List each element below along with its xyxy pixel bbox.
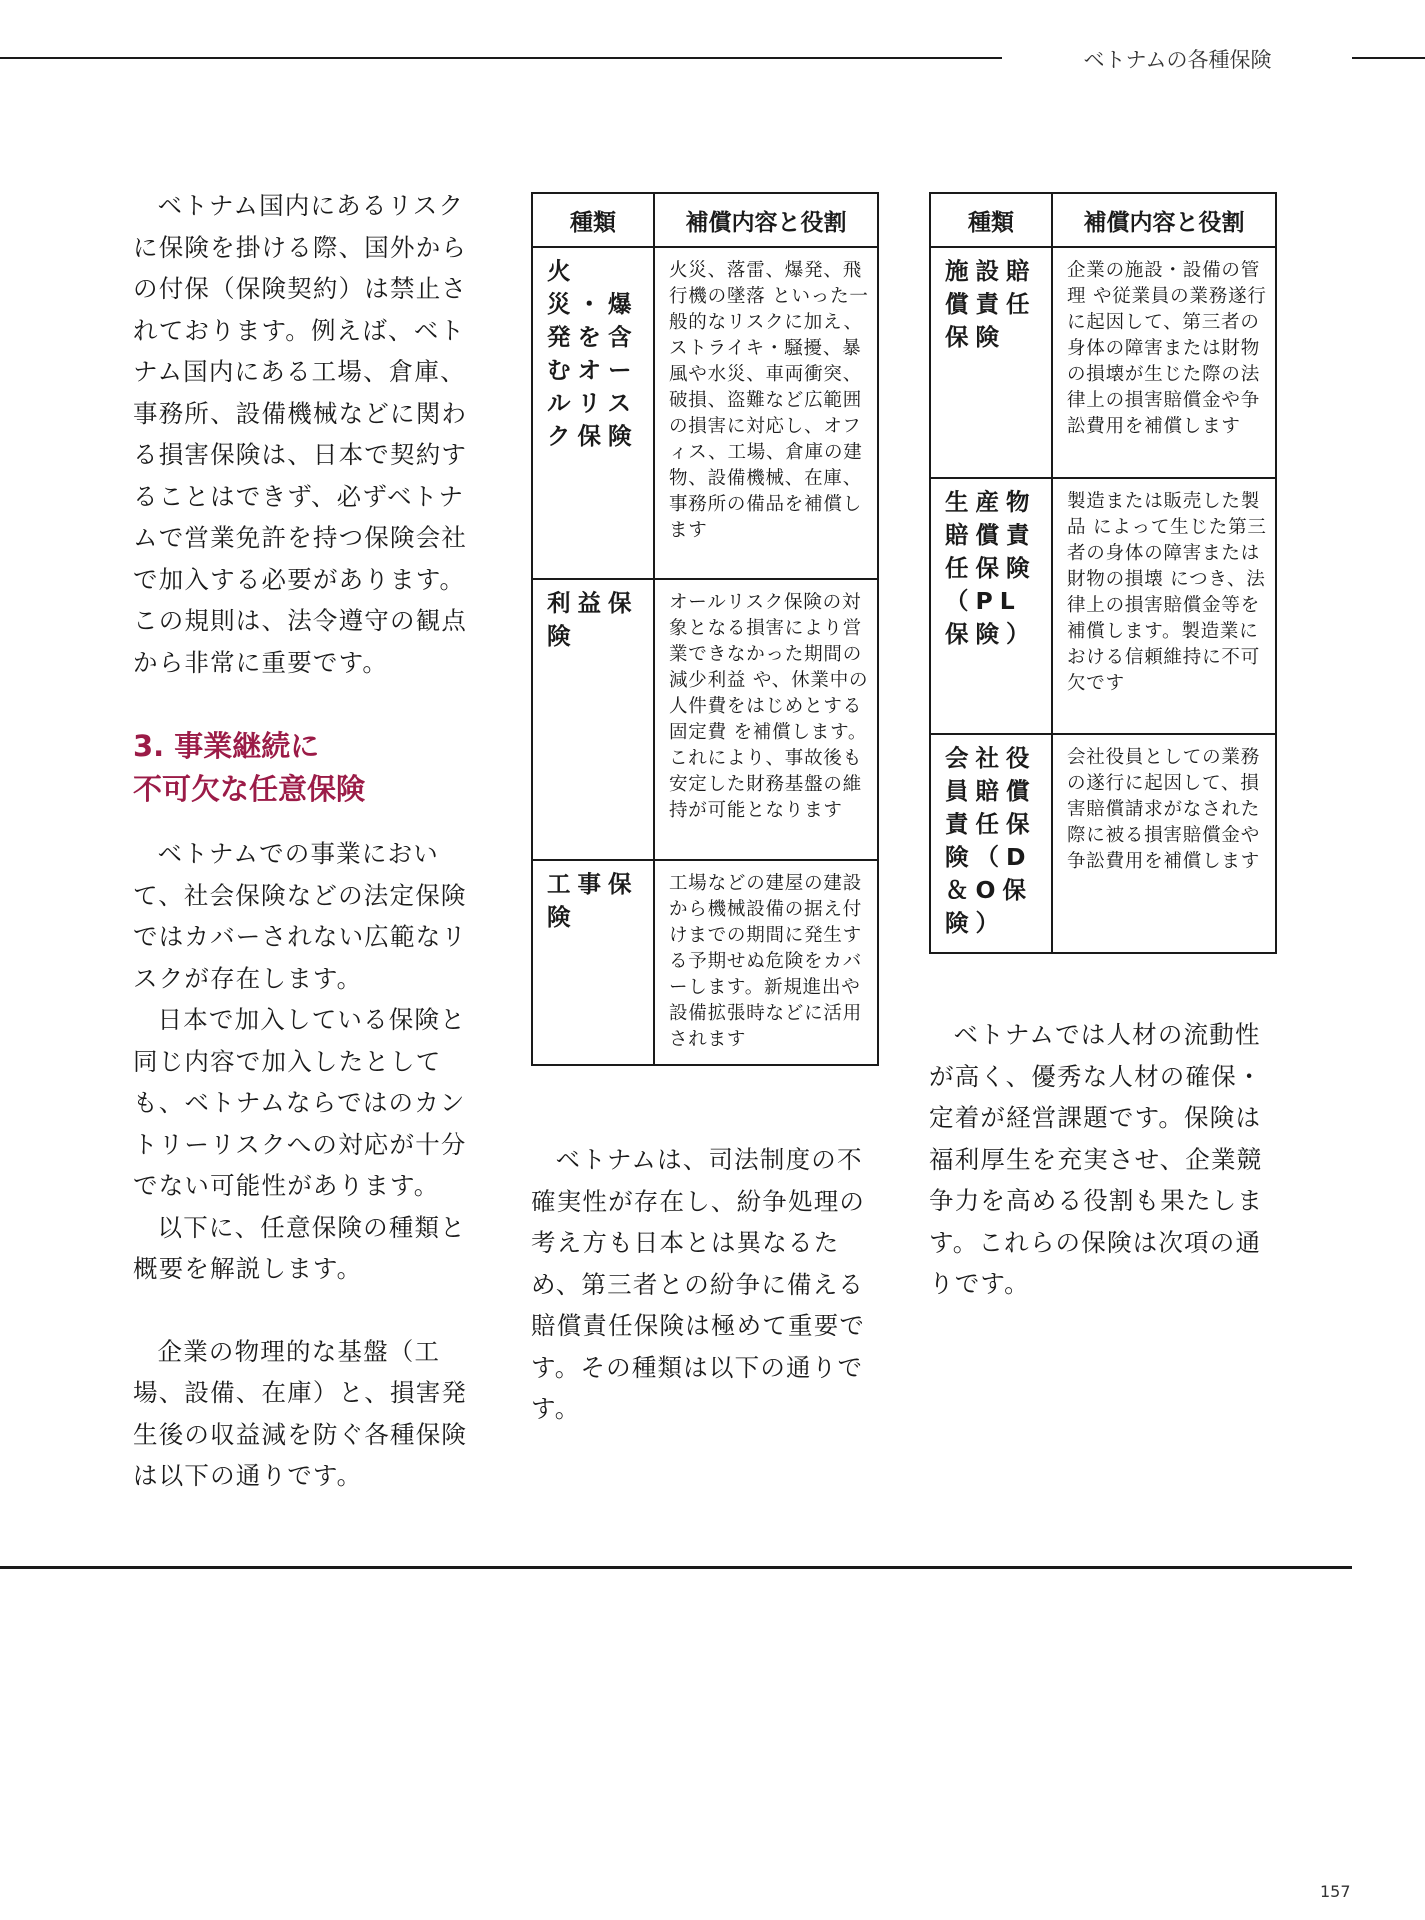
insurance-description-cell: 工場などの建屋の建設から機械設備の据え付けまでの期間に発生する予期せぬ危険をカバーします。新規進出や設備拡張時などに活用されます xyxy=(654,860,878,1065)
column-header-description: 補償内容と役割 xyxy=(654,193,878,247)
paragraph-liability: ベトナムは、司法制度の不確実性が存在し、紛争処理の考え方も日本とは異なるため、第三者との紛争に備える賠償責任保険は極めて重要です。その種類は以下の通りです。 xyxy=(531,1145,866,1423)
page-number: 157 xyxy=(1320,1882,1351,1901)
table-row xyxy=(532,579,878,860)
table-row xyxy=(930,247,1276,478)
section-heading-line-1: 3. 事業継続に xyxy=(133,729,320,763)
column-header-type: 種類 xyxy=(532,193,654,247)
liability-insurance-table xyxy=(929,192,1277,954)
insurance-type-cell: 会社役員賠償責任保険（D＆O保険） xyxy=(930,734,1052,953)
header-rule-left xyxy=(0,57,1002,59)
insurance-description-cell: 企業の施設・設備の管理 や従業員の業務遂行 に起因して、第三者の身体の障害または財物の損壊が生じた際の法律上の損害賠償金や争訟費用を補償します xyxy=(1052,247,1276,478)
paragraph-human-resources: ベトナムでは人材の流動性が高く、優秀な人材の確保・定着が経営課題です。保険は福利厚生を充実させ、企業競争力を高める役割も果たします。これらの保険は次項の通りです。 xyxy=(929,1020,1264,1298)
paragraph-overview: 以下に、任意保険の種類と概要を解説します。 xyxy=(133,1212,466,1283)
paragraph-physical-base: 企業の物理的な基盤（工場、設備、在庫）と、損害発生後の収益減を防ぐ各種保険は以下の通りです。 xyxy=(133,1336,468,1490)
table-row xyxy=(532,247,878,579)
insurance-type-cell: 施設賠償責任保険 xyxy=(930,247,1052,478)
insurance-description-cell: 火災、落雷、爆発、飛行機の墜落 といった一般的なリスクに加え、ストライキ・騒擾、暴風や水災、車両衝突、破損、盗難など広範囲の損害に対応し、オフィス、工場、倉庫の建物、設備機械、在庫、事務所の備品を補償します xyxy=(654,247,878,579)
paragraph-country-risk: 日本で加入している保険と同じ内容で加入したとしても、ベトナムならではのカントリーリスクへの対応が十分でない可能性があります。 xyxy=(133,1005,467,1200)
column-header-description: 補償内容と役割 xyxy=(1052,193,1276,247)
table-row xyxy=(930,478,1276,734)
section-heading xyxy=(133,725,481,811)
header-rule-right xyxy=(1352,57,1425,59)
insurance-description-cell: 会社役員としての業務の遂行に起因して、損害賠償請求がなされた際に被る損害賠償金や争訟費用を補償します xyxy=(1052,734,1276,953)
table-header-row xyxy=(930,193,1276,247)
footer-rule xyxy=(0,1566,1352,1569)
paragraph-legal-insurance: ベトナムでの事業において、社会保険などの法定保険ではカバーされない広範なリスクが存在します。 xyxy=(133,839,468,993)
insurance-description-cell: 製造または販売した製品 によって生じた第三者の身体の障害または財物の損壊 につき、法律上の損害賠償金等を補償します。製造業における信頼維持に不可欠です xyxy=(1052,478,1276,734)
column-header-type: 種類 xyxy=(930,193,1052,247)
insurance-type-cell: 利益保険 xyxy=(532,579,654,860)
column-right-text xyxy=(929,1014,1277,1305)
column-left xyxy=(133,185,481,1497)
running-header-title: ベトナムの各種保険 xyxy=(1083,48,1272,72)
table-header-row xyxy=(532,193,878,247)
table-row xyxy=(930,734,1276,953)
insurance-description-cell: オールリスク保険の対象となる損害により営業できなかった期間の減少利益 や、休業中の人件費をはじめとする固定費 を補償します。これにより、事故後も安定した財務基盤の維持が可能となります xyxy=(654,579,878,860)
intro-paragraph: ベトナム国内にあるリスクに保険を掛ける際、国外からの付保（保険契約）は禁止されております。例えば、ベトナム国内にある工場、倉庫、事務所、設備機械などに関わる損害保険は、日本で契約することはできず、必ずベトナムで営業免許を持つ保険会社で加入する必要があります。この規則は、法令遵守の観点から非常に重要です。 xyxy=(133,191,468,677)
insurance-type-cell: 工事保険 xyxy=(532,860,654,1065)
section-heading-line-2: 不可欠な任意保険 xyxy=(133,772,366,806)
column-middle-text xyxy=(531,1139,879,1430)
insurance-type-cell: 生産物賠償責任保険（PL保険） xyxy=(930,478,1052,734)
property-insurance-table xyxy=(531,192,879,1066)
insurance-type-cell: 火 災・爆発を含むオールリスク保険 xyxy=(532,247,654,579)
table-row xyxy=(532,860,878,1065)
